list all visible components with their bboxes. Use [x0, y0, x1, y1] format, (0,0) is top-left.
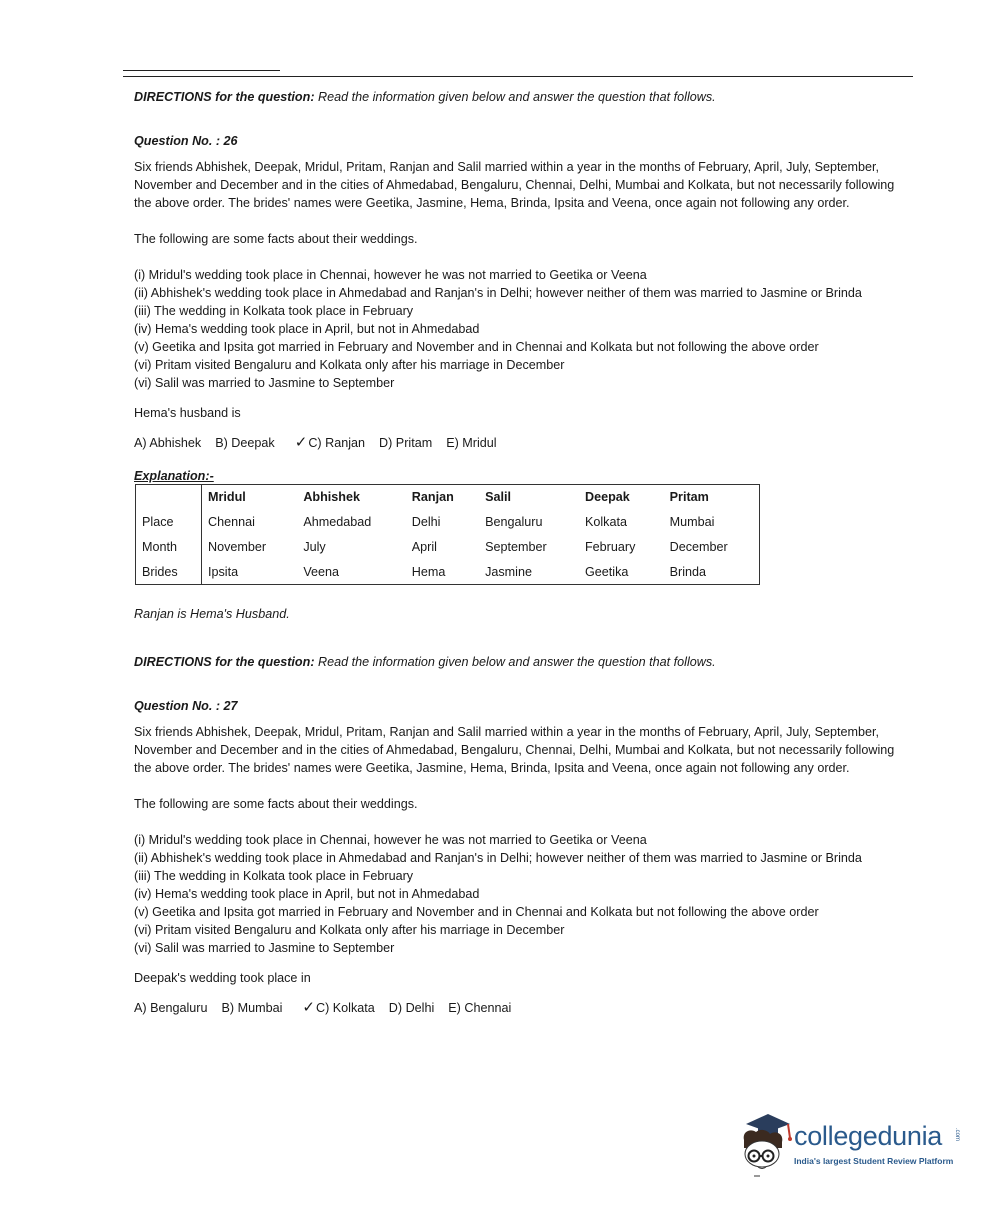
fact: (vi) Pritam visited Bengaluru and Kolkata only after his marriage in December — [134, 358, 565, 372]
table-cell: November — [208, 540, 267, 554]
fact: (v) Geetika and Ipsita got married in February and November and in Chennai and Kolkata but not following the above order — [134, 340, 819, 354]
question-27-options — [134, 999, 909, 1017]
table-row — [136, 535, 760, 560]
question-number-27: Question No. : 27 — [134, 699, 238, 713]
table-header-cell: Deepak — [584, 490, 630, 505]
fact: (iii) The wedding in Kolkata took place in February — [134, 304, 414, 318]
fact: (v) Geetika and Ipsita got married in February and November and in Chennai and Kolkata but not following the above order — [134, 905, 819, 919]
fact: (vi) Pritam visited Bengaluru and Kolkata only after his marriage in December — [134, 923, 565, 937]
directions-q26: DIRECTIONS for the question: Read the information given below and answer the question that follows. — [134, 90, 716, 104]
table-row-label: Month — [136, 535, 202, 560]
page-content — [134, 88, 909, 1033]
explanation-title: Explanation:- — [134, 469, 214, 483]
option-d: D) Delhi — [388, 1001, 435, 1015]
directions-q27: DIRECTIONS for the question: Read the information given below and answer the question that follows. — [134, 655, 716, 669]
table-cell: February — [584, 540, 636, 554]
option-c-correct: ✓C) Kolkata — [302, 999, 375, 1016]
question-26-paragraph: Six friends Abhishek, Deepak, Mridul, Pritam, Ranjan and Salil married within a year in the months of February, April, July, September, November and December and in the cities of Ahmedabad, Bengaluru, Chennai, Delhi, Mumbai and Kolkata, but not necessarily following the above order. The brides' names were Geetika, Jasmine, Hema, Brinda, Ipsita and Veena, once again not following any order. — [134, 160, 895, 210]
logo-suffix: .com — [954, 1128, 960, 1142]
question-27-facts — [134, 831, 909, 957]
collegedunia-logo — [738, 1110, 963, 1184]
table-cell: Ipsita — [208, 564, 239, 579]
fact: (vi) Salil was married to Jasmine to September — [134, 376, 395, 390]
table-header-cell: Salil — [485, 490, 511, 505]
question-27-paragraph: Six friends Abhishek, Deepak, Mridul, Pritam, Ranjan and Salil married within a year in the months of February, April, July, September, November and December and in the cities of Ahmedabad, Bengaluru, Chennai, Delhi, Mumbai and Kolkata, but not necessarily following the above order. The brides' names were Geetika, Jasmine, Hema, Brinda, Ipsita and Veena, once again not following any order. — [134, 725, 895, 775]
question-26-options — [134, 434, 909, 452]
table-header-row — [136, 485, 760, 510]
option-d: D) Pritam — [379, 436, 433, 450]
question-number-26: Question No. : 26 — [134, 134, 238, 148]
table-row — [136, 560, 760, 585]
fact: (iv) Hema's wedding took place in April, but not in Ahmedabad — [134, 322, 480, 336]
option-b: B) Deepak — [215, 436, 275, 450]
table-header-cell — [136, 485, 202, 510]
mascot-icon — [738, 1110, 794, 1184]
explanation-table — [135, 484, 760, 585]
table-header-cell: Mridul — [208, 490, 246, 505]
check-mark-icon: ✓ — [294, 434, 308, 451]
table-cell: Veena — [303, 564, 340, 579]
table-row-label: Place — [136, 510, 202, 535]
table-cell: September — [485, 540, 547, 554]
logo-wordmark: collegedunia — [794, 1121, 943, 1151]
option-a: A) Abhishek — [134, 436, 202, 450]
table-cell: Delhi — [411, 515, 441, 529]
option-a: A) Bengaluru — [134, 1001, 208, 1015]
question-26-stem: Hema's husband is — [134, 406, 241, 420]
header-rule-long — [123, 76, 913, 77]
option-c-correct: ✓C) Ranjan — [294, 434, 366, 451]
table-cell: Mumbai — [669, 515, 715, 529]
fact: (iii) The wedding in Kolkata took place in February — [134, 869, 414, 883]
table-cell: Bengaluru — [485, 515, 543, 529]
fact: (i) Mridul's wedding took place in Chennai, however he was not married to Geetika or Veena — [134, 833, 647, 847]
table-cell: Ahmedabad — [303, 515, 372, 529]
question-26-facts — [134, 266, 909, 392]
question-26-intro: The following are some facts about their weddings. — [134, 232, 418, 246]
table-header-cell: Ranjan — [411, 490, 454, 505]
option-e: E) Chennai — [448, 1001, 512, 1015]
option-b: B) Mumbai — [221, 1001, 283, 1015]
fact: (ii) Abhishek's wedding took place in Ahmedabad and Ranjan's in Delhi; however neither of them was married to Jasmine or Brinda — [134, 851, 862, 865]
table-cell: Chennai — [208, 515, 255, 529]
option-e: E) Mridul — [446, 436, 497, 450]
fact: (vi) Salil was married to Jasmine to September — [134, 941, 395, 955]
table-row-label: Brides — [136, 560, 202, 585]
table-cell: Brinda — [669, 564, 707, 579]
table-header-cell: Pritam — [669, 490, 709, 505]
header-rule-short — [123, 70, 280, 71]
table-cell: Kolkata — [584, 515, 627, 529]
fact: (i) Mridul's wedding took place in Chennai, however he was not married to Geetika or Veena — [134, 268, 647, 282]
table-row — [136, 510, 760, 535]
table-cell: Geetika — [584, 564, 629, 579]
explanation-conclusion: Ranjan is Hema's Husband. — [134, 607, 290, 621]
fact: (ii) Abhishek's wedding took place in Ahmedabad and Ranjan's in Delhi; however neither of them was married to Jasmine or Brinda — [134, 286, 862, 300]
question-27-stem: Deepak's wedding took place in — [134, 971, 311, 985]
table-header-cell: Abhishek — [303, 490, 360, 505]
fact: (iv) Hema's wedding took place in April, but not in Ahmedabad — [134, 887, 480, 901]
check-mark-icon: ✓ — [302, 999, 315, 1016]
table-cell: December — [669, 540, 728, 554]
question-27-intro: The following are some facts about their weddings. — [134, 797, 418, 811]
table-cell: April — [411, 540, 437, 554]
table-cell: Hema — [411, 564, 446, 579]
table-cell: July — [303, 540, 326, 554]
logo-tagline: India's largest Student Review Platform — [794, 1156, 954, 1166]
table-cell: Jasmine — [485, 564, 532, 579]
